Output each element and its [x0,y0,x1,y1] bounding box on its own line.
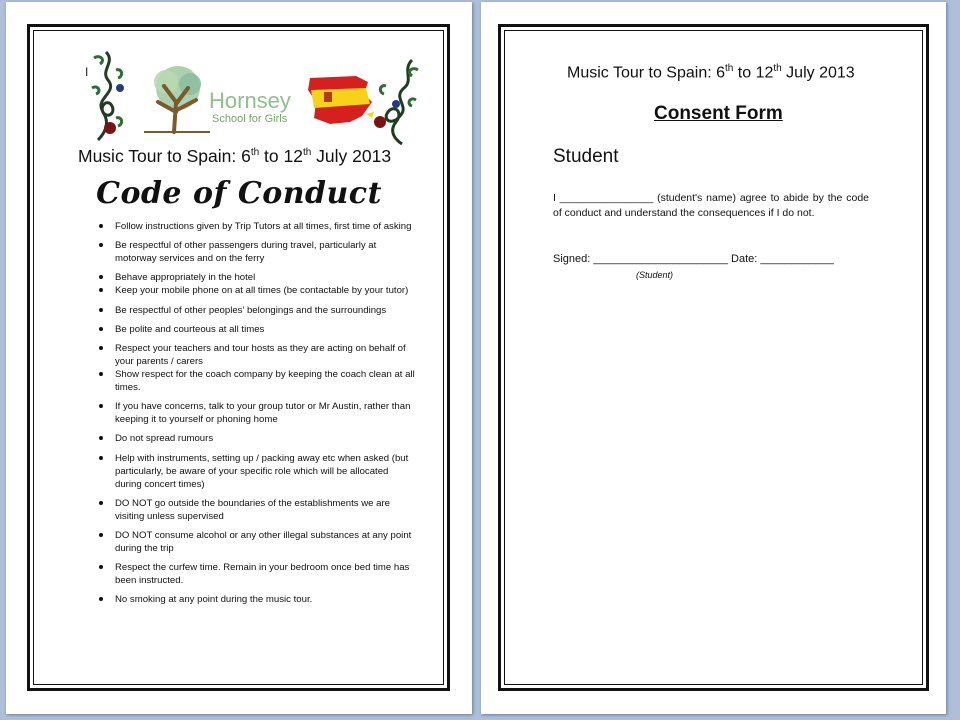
signature-date-line: Signed: ______________________ Date: ____________ [553,253,834,265]
list-item: Be respectful of other passengers during travel, particularly at motorway services and on the ferry [96,239,416,265]
list-item: DO NOT go outside the boundaries of the establishments we are visiting unless supervised [96,497,416,523]
list-item: Be respectful of other peoples' belongings and the surroundings [96,304,416,317]
school-logo-name: Hornsey [209,88,291,113]
list-item: DO NOT consume alcohol or any other illegal substances at any point during the trip [96,529,416,555]
list-item: Follow instructions given by Trip Tutors at all times, first time of asking [96,220,416,233]
signature-caption: (Student) [636,270,674,280]
list-item: No smoking at any point during the music tour. [96,593,416,606]
list-item: Show respect for the coach company by keeping the coach clean at all times. [96,368,416,394]
consent-form-page [481,2,946,714]
student-section-heading: Student [553,146,619,167]
list-item: Help with instruments, setting up / packing away etc when asked (but particularly, be aware of your specific role which will be allocated during concert times) [96,452,416,491]
list-item: Behave appropriately in the hotel [96,271,416,284]
page-border-inner [504,30,923,685]
stray-mark: I [85,65,89,79]
list-item: Respect your teachers and tour hosts as they are acting on behalf of your parents / carers [96,342,416,368]
treble-clef-ornament-left-icon [86,48,130,144]
school-logo-subtitle: School for Girls [212,113,288,125]
conduct-rules-list [96,220,416,612]
school-tree-logo-icon [144,62,210,134]
agreement-text: I ________________ (student's name) agree to abide by the code of conduct and understand the consequences if I do not. [553,192,869,219]
list-item: Do not spread rumours [96,432,416,445]
code-of-conduct-page [6,2,472,714]
treble-clef-ornament-right-icon [366,56,422,146]
list-item: Respect the curfew time. Remain in your bedroom once bed time has been instructed. [96,561,416,587]
tour-title: Music Tour to Spain: 6th to 12th July 2013 [567,63,855,82]
list-item: Keep your mobile phone on at all times (be contactable by your tutor) [96,284,416,297]
list-item: Be polite and courteous at all times [96,323,416,336]
consent-form-title: Consent Form [654,103,783,124]
code-of-conduct-title: Code of Conduct [96,176,382,211]
list-item: If you have concerns, talk to your group tutor or Mr Austin, rather than keeping it to yourself or phoning home [96,400,416,426]
tour-title: Music Tour to Spain: 6th to 12th July 2013 [78,146,392,166]
